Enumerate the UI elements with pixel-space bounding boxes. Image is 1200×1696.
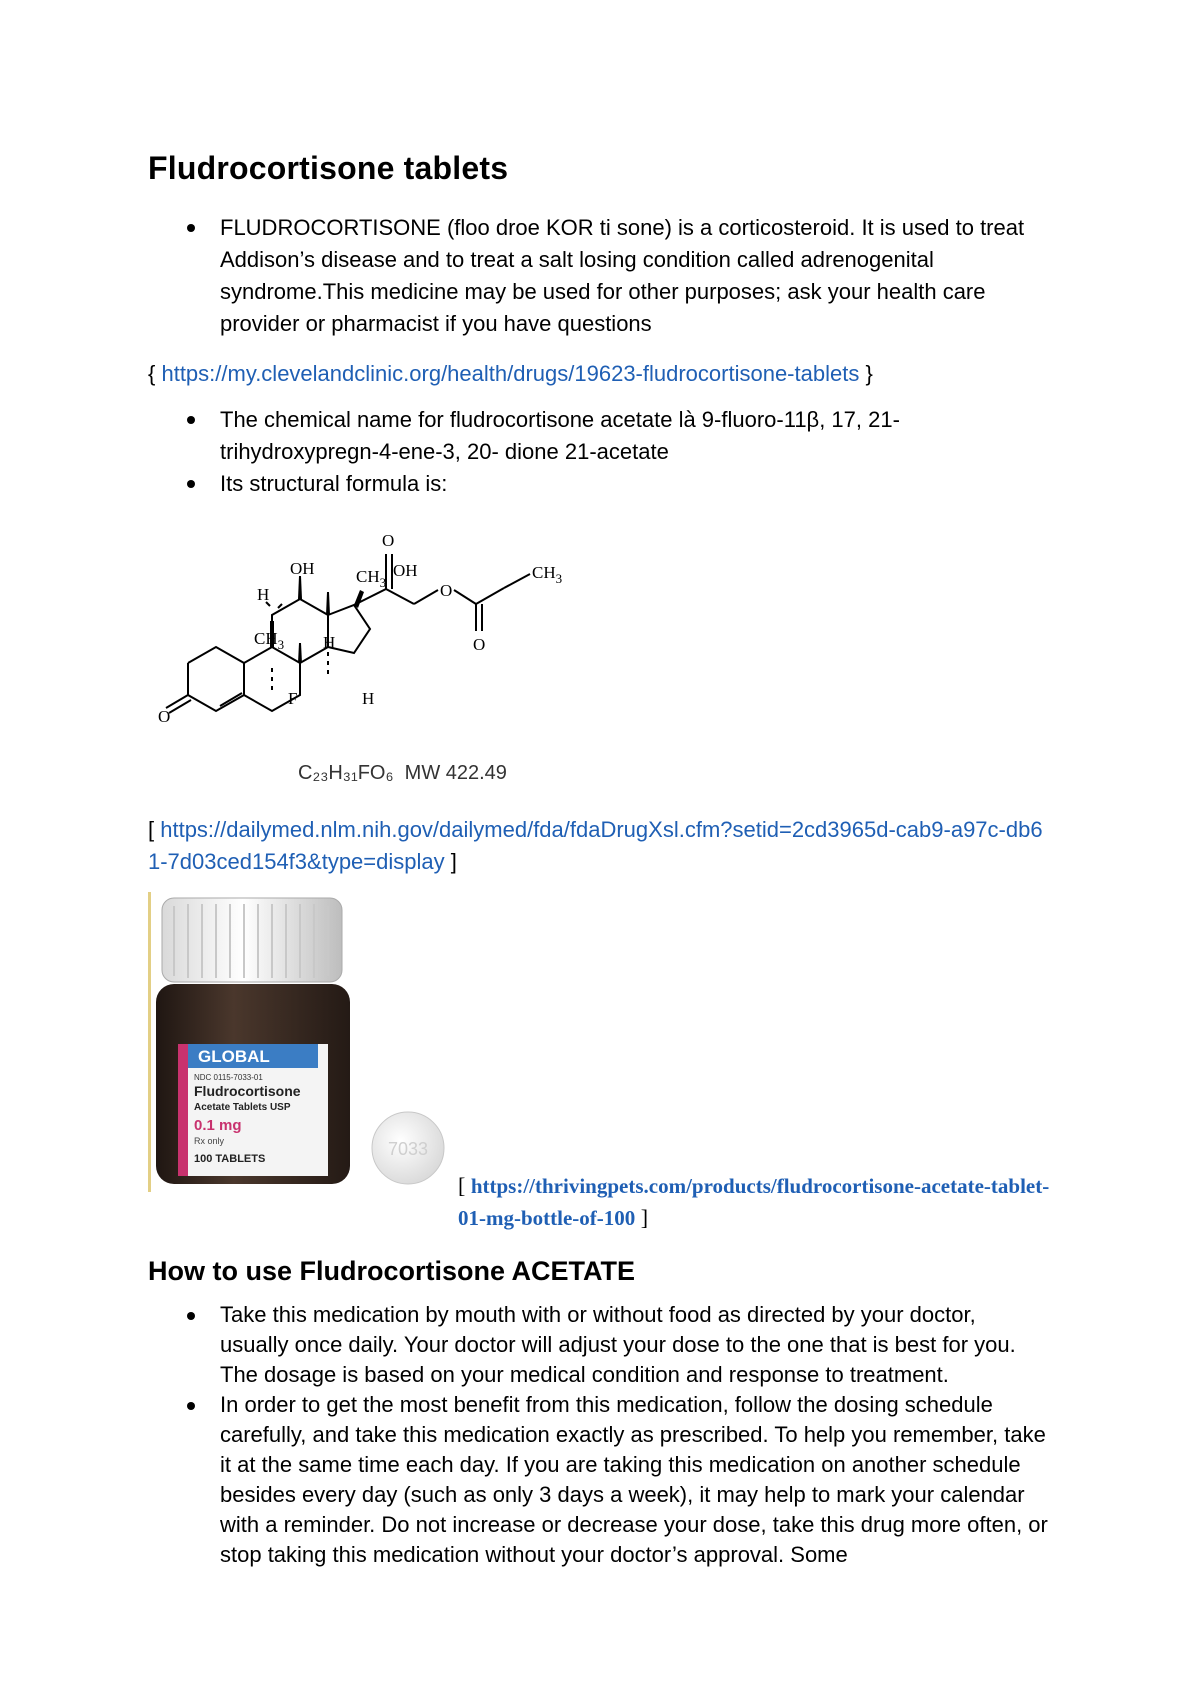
- oh-label-2: OH: [393, 561, 418, 580]
- carbonyl-o-label: O: [382, 531, 395, 550]
- acetate-ch3-label: $CH_3$: [532, 563, 563, 586]
- h-label-2: H: [323, 633, 336, 652]
- molecular-formula: [298, 762, 507, 785]
- bullet-icon: [187, 1312, 195, 1320]
- chemical-name-text: The chemical name for fludrocortisone acetate là 9-fluoro-11β, 17, 21-trihydroxypregn-4-ene-3, 20- dione 21-acetate: [220, 407, 900, 464]
- ndc-number: NDC 0115-7033-01: [194, 1073, 263, 1082]
- brace-close: }: [859, 361, 873, 386]
- ch3-label-ring: $CH_3$: [254, 629, 285, 652]
- dailymed-link[interactable]: https://dailymed.nlm.nih.gov/dailymed/fda/fdaDrugXsl.cfm?setid=2cd3965d-cab9-a97c-db61-7d03ced154f3&type=display: [148, 817, 1043, 874]
- rx-only: Rx only: [194, 1136, 225, 1146]
- wedge-bond-oh: [298, 576, 302, 599]
- clevelandclinic-link[interactable]: https://my.clevelandclinic.org/health/drugs/19623-fludrocortisone-tablets: [161, 361, 860, 386]
- bullet-icon: [187, 416, 195, 424]
- skeleton-bonds: [166, 554, 530, 713]
- list-item: [0, 1390, 1050, 1570]
- wedge-bond-h: [298, 643, 302, 663]
- page-title: Fludrocortisone tablets: [148, 150, 509, 186]
- list-item: [0, 404, 1050, 468]
- wedge-bond-oh-d: [354, 590, 364, 608]
- wedge-bond-ch3-c: [326, 592, 330, 615]
- ketone-o-label: O: [158, 707, 171, 726]
- tablet-imprint: 7033: [387, 1139, 429, 1159]
- drug-subname: Acetate Tablets USP: [194, 1102, 291, 1113]
- bracket-open: [: [148, 817, 161, 842]
- usage-text: Take this medication by mouth with or without food as directed by your doctor, usually once daily. Your doctor will adjust your dose to the one that is best for you. The dosage is based on your medical condition and response to treatment.: [220, 1302, 1016, 1387]
- bracket-open: [: [458, 1173, 471, 1198]
- intro-list: [0, 212, 1050, 340]
- formula-text: C₂₃H₃₁FO₆: [298, 762, 394, 784]
- medicine-bottle-image: [150, 892, 360, 1192]
- bullet-icon: [187, 1402, 195, 1410]
- molecular-weight: MW 422.49: [404, 762, 507, 784]
- reference-dailymed: [148, 814, 1048, 878]
- structural-formula-text: Its structural formula is:: [220, 471, 448, 496]
- atom-labels: [158, 531, 562, 726]
- reference-clevelandclinic: [148, 358, 873, 390]
- ch3-label: $CH_3$: [356, 567, 387, 590]
- drug-name: Fludrocortisone: [194, 1083, 301, 1099]
- structural-formula-diagram: [158, 526, 678, 766]
- h-label: H: [257, 585, 270, 604]
- chemistry-list: [0, 404, 1050, 500]
- list-item: [0, 468, 1050, 500]
- bullet-icon: [187, 224, 195, 232]
- bullet-icon: [187, 480, 195, 488]
- how-to-use-heading: How to use Fludrocortisone ACETATE: [148, 1256, 636, 1286]
- tablet-count: 100 TABLETS: [194, 1153, 266, 1165]
- how-to-use-list: [0, 1300, 1050, 1570]
- reference-thrivingpets: [458, 1170, 1058, 1234]
- h-label-3: H: [362, 689, 375, 708]
- oh-label: OH: [290, 559, 315, 578]
- acetate-o-label: O: [473, 635, 486, 654]
- usage-text: In order to get the most benefit from this medication, follow the dosing schedule carefully, and take this medication exactly as prescribed. To help you remember, take it at the same time each day. If you are taking this medication on another schedule besides every day (such as only 3 days a week), it may help to mark your calendar with a reminder. Do not increase or decrease your dose, take this drug more often, or stop taking this medication without your doctor’s approval. Some: [220, 1392, 1048, 1567]
- list-item: [0, 212, 1050, 340]
- tablet-image: [368, 1108, 448, 1188]
- label-stripe: [178, 1044, 188, 1176]
- ester-o-label: O: [440, 581, 453, 600]
- bracket-close: ]: [635, 1205, 649, 1230]
- thrivingpets-link[interactable]: https://thrivingpets.com/products/fludrocortisone-acetate-tablet-01-mg-bottle-of-100: [458, 1174, 1050, 1230]
- intro-text: FLUDROCORTISONE (floo droe KOR ti sone) is a corticosteroid. It is used to treat Addison’s disease and to treat a salt losing condition called adrenogenital syndrome.This medicine may be used for other purposes; ask your health care provider or pharmacist if you have questions: [220, 215, 1025, 336]
- bracket-close: ]: [444, 849, 457, 874]
- brand-name: GLOBAL: [198, 1047, 270, 1066]
- f-label: F: [288, 689, 298, 708]
- brace-open: {: [148, 361, 162, 386]
- list-item: [0, 1300, 1050, 1390]
- drug-strength: 0.1 mg: [194, 1117, 242, 1134]
